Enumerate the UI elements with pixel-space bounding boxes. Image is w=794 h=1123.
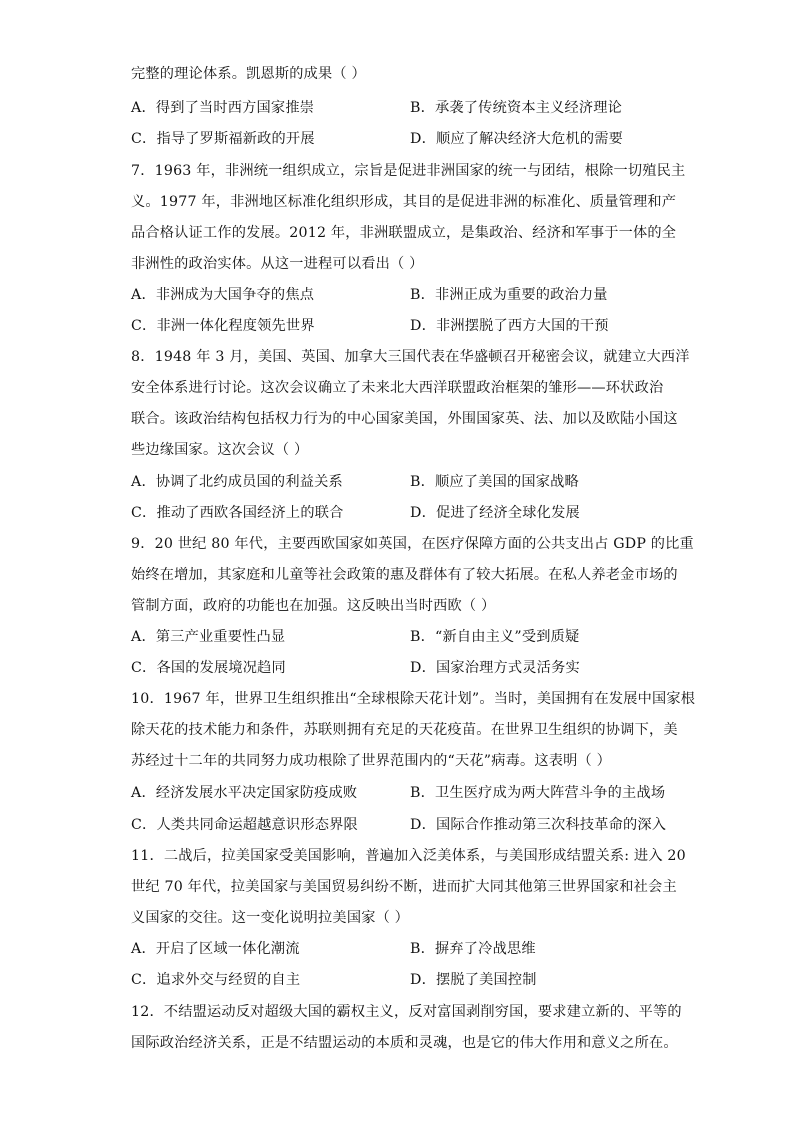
q11-option-a[interactable]: A．开启了区域一体化潮流: [131, 941, 300, 957]
q9-line-1: 9．20 世纪 80 年代，主要西欧国家如英国，在医疗保障方面的公共支出占 GDP 的比重: [131, 536, 694, 552]
q7-line-4: 非洲性的政治实体。从这一进程可以看出（ ）: [131, 256, 424, 272]
q12-line-1: 12．不结盟运动反对超级大国的霸权主义，反对富国剥削穷国，要求建立新的、平等的: [131, 1004, 682, 1020]
q11-option-d[interactable]: D．摆脱了美国控制: [410, 972, 537, 988]
q9-option-a[interactable]: A．第三产业重要性凸显: [131, 629, 286, 645]
q11-option-b[interactable]: B．摒弃了冷战思维: [410, 941, 536, 957]
q12-line-2: 国际政治经济关系，正是不结盟运动的本质和灵魂，也是它的伟大作用和意义之所在。: [131, 1035, 678, 1051]
q7-option-c[interactable]: C．非洲一体化程度领先世界: [131, 318, 315, 334]
q11-line-1: 11．二战后，拉美国家受美国影响，普遍加入泛美体系，与美国形成结盟关系: 进入 20: [131, 848, 686, 864]
q11-option-c[interactable]: C．追求外交与经贸的自主: [131, 972, 301, 988]
q9-line-2: 始终在增加，其家庭和儿童等社会政策的惠及群体有了较大拓展。在私人养老金市场的: [131, 567, 678, 583]
q10-option-c[interactable]: C．人类共同命运超越意识形态界限: [131, 817, 358, 833]
question-6-stem-tail: 完整的理论体系。凯恩斯的成果（ ）: [131, 66, 366, 82]
q6-option-b[interactable]: B．承袭了传统资本主义经济理论: [410, 100, 623, 116]
q8-line-1: 8．1948 年 3 月，美国、英国、加拿大三国代表在华盛顿召开秘密会议，就建立大西洋: [131, 349, 690, 365]
q8-option-d[interactable]: D．促进了经济全球化发展: [410, 505, 580, 521]
q7-option-d[interactable]: D．非洲摆脱了西方大国的干预: [410, 318, 609, 334]
q6-option-d[interactable]: D．顺应了解决经济大危机的需要: [410, 131, 624, 147]
q7-line-3: 品合格认证工作的发展。2012 年，非洲联盟成立，是集政治、经济和军事于一体的全: [131, 225, 677, 241]
q10-line-1: 10．1967 年，世界卫生组织推出“全球根除天花计划”。当时，美国拥有在发展中国家根: [131, 691, 696, 707]
q7-line-2: 义。1977 年，非洲地区标准化组织形成，其目的是促进非洲的标准化、质量管理和产: [131, 194, 677, 210]
q9-line-3: 管制方面，政府的功能也在加强。这反映出当时西欧（ ）: [131, 598, 496, 614]
q9-option-d[interactable]: D．国家治理方式灵活务实: [410, 660, 580, 676]
q9-option-c[interactable]: C．各国的发展境况趋同: [131, 660, 286, 676]
q8-line-3: 联合。该政治结构包括权力行为的中心国家美国，外围国家英、法、加以及欧陆小国这: [131, 411, 678, 427]
q8-line-4: 些边缘国家。这次会议（ ）: [131, 442, 309, 458]
q9-option-b[interactable]: B．“新自由主义”受到质疑: [410, 629, 580, 645]
q10-option-a[interactable]: A．经济发展水平决定国家防疫成败: [131, 785, 358, 801]
q11-line-3: 义国家的交往。这一变化说明拉美国家（ ）: [131, 910, 410, 926]
q10-option-b[interactable]: B．卫生医疗成为两大阵营斗争的主战场: [410, 785, 666, 801]
q8-line-2: 安全体系进行讨论。这次会议确立了未来北大西洋联盟政治框架的雏形——环状政治: [131, 380, 664, 396]
q11-line-2: 世纪 70 年代，拉美国家与美国贸易纠纷不断，进而扩大同其他第三世界国家和社会主: [131, 879, 677, 895]
q8-option-a[interactable]: A．协调了北约成员国的利益关系: [131, 474, 343, 490]
q8-option-c[interactable]: C．推动了西欧各国经济上的联合: [131, 505, 344, 521]
q7-option-b[interactable]: B．非洲正成为重要的政治力量: [410, 287, 608, 303]
q7-line-1: 7．1963 年，非洲统一组织成立，宗旨是促进非洲国家的统一与团结，根除一切殖民主: [131, 163, 686, 179]
q10-line-3: 苏经过十二年的共同努力成功根除了世界范围内的“天花”病毒。这表明（ ）: [131, 753, 612, 769]
q7-option-a[interactable]: A．非洲成为大国争夺的焦点: [131, 287, 315, 303]
q10-option-d[interactable]: D．国际合作推动第三次科技革命的深入: [410, 817, 667, 833]
q6-option-a[interactable]: A．得到了当时西方国家推崇: [131, 100, 315, 116]
q10-line-2: 除天花的技术能力和条件，苏联则拥有充足的天花疫苗。在世界卫生组织的协调下，美: [131, 722, 678, 738]
q6-option-c[interactable]: C．指导了罗斯福新政的开展: [131, 131, 315, 147]
q8-option-b[interactable]: B．顺应了美国的国家战略: [410, 474, 579, 490]
